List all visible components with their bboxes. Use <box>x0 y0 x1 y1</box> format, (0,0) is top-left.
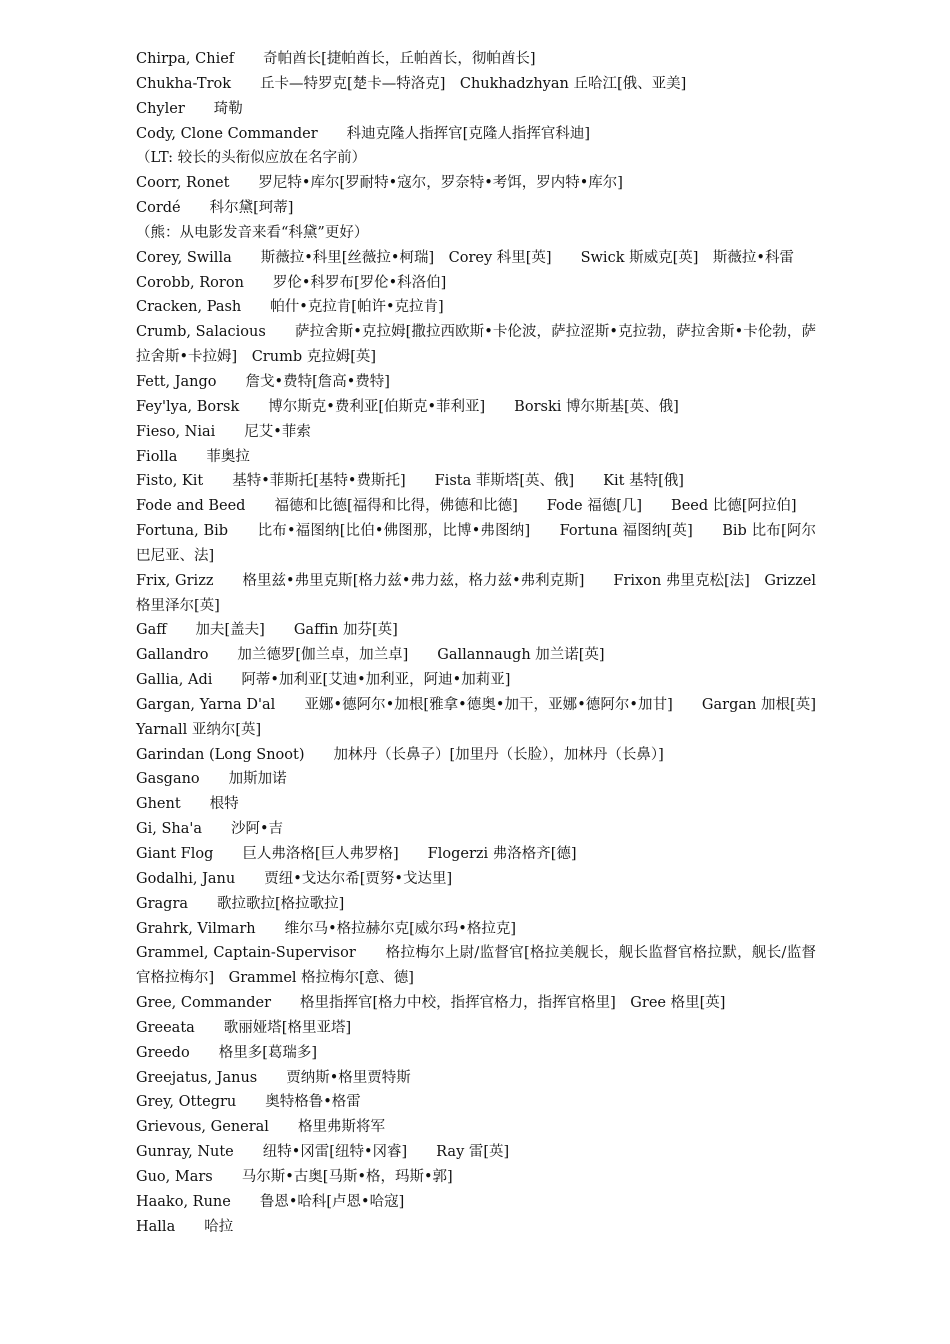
entry-fiolla: Fiolla 菲奥拉 <box>136 448 250 465</box>
entry-coorr: Coorr, Ronet 罗尼特•库尔[罗耐特•寇尔，罗奈特•考饵，罗内特•库尔] <box>136 175 623 192</box>
entry-greejatus: Greejatus, Janus 贾纳斯•格里贾特斯 <box>136 1069 411 1086</box>
entry-gragra: Gragra 歌拉歌拉[格拉歌拉] <box>136 895 345 912</box>
document-page <box>136 47 845 1240</box>
entry-fortuna: Fortuna, Bib 比布•福图纳[比伯•佛图那，比博•弗图纳] Fortuna 福图纳[英] Bib 比布[阿尔巴尼亚、法] <box>136 523 816 564</box>
note-xiong: （熊：从电影发音来看“科黛”更好） <box>136 224 369 241</box>
entry-gunray: Gunray, Nute 纽特•冈雷[纽特•冈睿] Ray 雷[英] <box>136 1144 510 1161</box>
entry-gi: Gi, Sha'a 沙阿•吉 <box>136 821 284 838</box>
entry-chukha-trok: Chukha-Trok 丘卡—特罗克[楚卡—特洛克] Chukhadzhyan 丘哈江[俄、亚美] <box>136 75 687 92</box>
entry-cody: Cody, Clone Commander 科迪克隆人指挥官[克隆人指挥官科迪] <box>136 125 590 142</box>
entry-corobb: Corobb, Roron 罗伦•科罗布[罗伦•科洛伯] <box>136 274 447 291</box>
entry-feylya: Fey'lya, Borsk 博尔斯克•费利亚[伯斯克•菲利亚] Borski 博尔斯基[英、俄] <box>136 398 679 415</box>
entry-frix: Frix, Grizz 格里兹•弗里克斯[格力兹•弗力兹，格力兹•弗利克斯] Frixon 弗里克松[法] Grizzel 格里泽尔[英] <box>136 572 816 614</box>
entry-gargan: Gargan, Yarna D'al 亚娜•德阿尔•加根[雅拿•德奥•加干，亚娜•德阿尔•加甘] Gargan 加根[英] Yarnall 亚纳尔[英] <box>136 696 845 738</box>
entry-fisto: Fisto, Kit 基特•菲斯托[基特•费斯托] Fista 菲斯塔[英、俄] Kit 基特[俄] <box>136 473 684 490</box>
entry-guo: Guo, Mars 马尔斯•古奥[马斯•格，玛斯•郭] <box>136 1168 453 1185</box>
entry-fett: Fett, Jango 詹戈•费特[詹高•费特] <box>136 373 390 390</box>
entry-gaff: Gaff 加夫[盖夫] Gaffin 加芬[英] <box>136 622 398 639</box>
entry-gree: Gree, Commander 格里指挥官[格力中校，指挥官格力，指挥官格里] Gree 格里[英] <box>136 995 726 1012</box>
entry-gallandro: Gallandro 加兰德罗[伽兰卓，加兰卓] Gallannaugh 加兰诺[英] <box>136 647 605 664</box>
entry-chirpa: Chirpa, Chief 奇帕酋长[捷帕酋长，丘帕酋长，彻帕酋长] <box>136 51 536 67</box>
entry-grammel: Grammel, Captain-Supervisor 格拉梅尔上尉/监督官[格拉美舰长，舰长监督官格拉默，舰长/监督官格拉梅尔] Grammel 格拉梅尔[意、德] <box>136 945 816 987</box>
entry-gasgano: Gasgano 加斯加诺 <box>136 771 287 788</box>
entry-grievous: Grievous, General 格里弗斯将军 <box>136 1119 385 1136</box>
entry-halla: Halla 哈拉 <box>136 1218 234 1235</box>
entry-ghent: Ghent 根特 <box>136 796 239 813</box>
entry-corde: Cordé 科尔黛[珂蒂] <box>136 200 294 217</box>
entry-giant-flog: Giant Flog 巨人弗洛格[巨人弗罗格] Flogerzi 弗洛格齐[德] <box>136 846 577 862</box>
entry-garindan: Garindan (Long Snoot) 加林丹（长鼻子）[加里丹（长脸），加林丹（长鼻）] <box>136 746 664 763</box>
entry-fode-and-beed: Fode and Beed 福德和比德[福得和比得，佛德和比德] Fode 福德[几] Beed 比德[阿拉伯] <box>136 498 797 515</box>
entry-gallia: Gallia, Adi 阿蒂•加利亚[艾迪•加利亚，阿迪•加莉亚] <box>136 672 511 689</box>
note-lt: （LT: 较长的头衔似应放在名字前） <box>136 150 367 167</box>
entry-grahrk: Grahrk, Vilmarh 维尔马•格拉赫尔克[威尔玛•格拉克] <box>136 920 517 937</box>
entry-corey: Corey, Swilla 斯薇拉•科里[丝薇拉•柯瑞] Corey 科里[英] Swick 斯威克[英] 斯薇拉•科雷 <box>136 249 794 266</box>
entry-cracken: Cracken, Pash 帕什•克拉肯[帕许•克拉肯] <box>136 299 444 316</box>
entry-grey: Grey, Ottegru 奥特格鲁•格雷 <box>136 1094 361 1111</box>
entry-greedo: Greedo 格里多[葛瑞多] <box>136 1044 318 1061</box>
entry-fieso: Fieso, Niai 尼艾•菲索 <box>136 423 311 440</box>
entry-godalhi: Godalhi, Janu 贾纽•戈达尔希[贾努•戈达里] <box>136 870 453 887</box>
entry-greeata: Greeata 歌丽娅塔[格里亚塔] <box>136 1019 352 1036</box>
entry-chyler: Chyler 琦勒 <box>136 100 243 117</box>
entry-haako: Haako, Rune 鲁恩•哈科[卢恩•哈寇] <box>136 1193 405 1210</box>
entry-crumb: Crumb, Salacious 萨拉舍斯•克拉姆[撒拉西欧斯•卡伦波，萨拉涩斯•克拉勃，萨拉舍斯•卡伦勃，萨拉舍斯•卡拉姆] Crumb 克拉姆[英] <box>136 324 816 366</box>
